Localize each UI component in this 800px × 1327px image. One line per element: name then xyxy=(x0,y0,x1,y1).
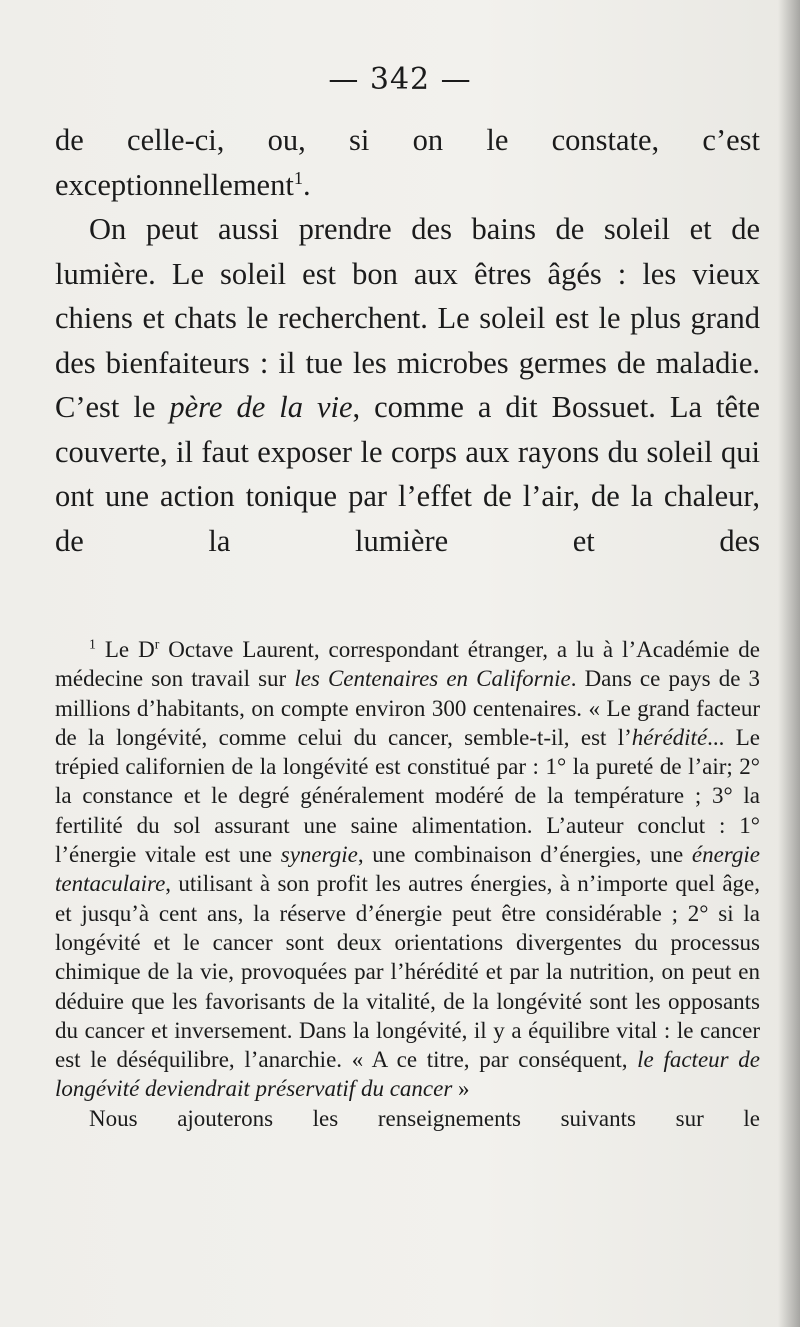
footnote-part-a: Le D xyxy=(95,637,155,662)
footnote-dr-sup: r xyxy=(154,636,160,652)
paragraph-1-text: de celle-ci, ou, si on le constate, c’est exceptionnellement xyxy=(55,123,760,202)
paragraph-1-end: . xyxy=(302,167,311,202)
footnote xyxy=(55,635,760,1133)
page-number: — 342 — xyxy=(328,62,472,97)
footnote-part-j: , utilisant à son profit les autres énergies, à n’importe quel âge, et jusqu’à cent ans, la réserve d’énergie peut être considérable ; 2° si la longévité et le cancer sont deux orientations divergentes du processus chimique de la vie, provoquées par l’hérédité et par la nutrition, on peut en déduire que les favorisants de la vitalité, de la longévité sont les opposants du cancer et inversement. Dans la longévité, il y a équilibre vital : le cancer est le déséquilibre, l’anarchie. « A ce titre, par conséquent, xyxy=(55,871,760,1073)
footnote-reference: 1 xyxy=(293,167,303,188)
footnote-part-l: » xyxy=(452,1076,470,1102)
paragraph-2-italic: père de la vie xyxy=(169,390,353,424)
footnote-paragraph xyxy=(55,635,760,1104)
paragraph-1 xyxy=(55,118,760,207)
paragraph-2-part-a: On peut aussi prendre des bains de soleil et de lumière. Le soleil est bon aux êtres âgés : les vieux chiens et chats le recherchent. Le soleil est le plus grand des bienfaiteurs : il tue les microbes germes de maladie. C’est le xyxy=(55,212,760,424)
continuation-paragraph: Nous ajouterons les renseignements suivants sur le xyxy=(89,1105,760,1131)
footnote-part-d: . Dans ce pays de 3 millions d’habitants, on compte environ 300 centenaires. « Le grand facteur de la longévité, comme celui du cancer, semble-t-il, est l’ xyxy=(55,666,760,750)
footnote-part-h: , une combinaison d’énergies, une xyxy=(357,842,692,868)
paragraph-2-part-c: , comme a dit Bossuet. La tête couverte, il faut exposer le corps aux rayons du soleil qui ont une action tonique par l’effet de l’air, de la chaleur, de la lumière et des xyxy=(55,390,760,558)
footnote-part-f: ... Le trépied californien de la longévité est constitué par : 1° la pureté de l’air; 2° la constance et le degré généralement modéré de la température ; 3° la fertilité du sol assurant une saine alimentation. L’auteur conclut : 1° l’énergie vitale est une xyxy=(55,724,760,868)
footnote-synergie-italic: synergie xyxy=(280,842,358,868)
paragraph-2 xyxy=(55,207,760,563)
footnote-title-italic: les Centenaires en Californie xyxy=(294,666,571,692)
page-edge-shadow xyxy=(778,0,800,1327)
footnote-heredite-italic: hérédité xyxy=(631,724,708,750)
footnote-tentaculaire-italic: énergie tentaculaire xyxy=(55,842,761,897)
footnote-marker: 1 xyxy=(89,636,96,652)
main-text xyxy=(55,118,760,563)
footnote-part-b: Octave Laurent, correspondant étranger, a lu à l’Académie de médecine son travail sur xyxy=(55,637,760,692)
footnote-conclusion-italic: le facteur de longévité deviendrait préservatif du cancer xyxy=(55,1047,760,1102)
